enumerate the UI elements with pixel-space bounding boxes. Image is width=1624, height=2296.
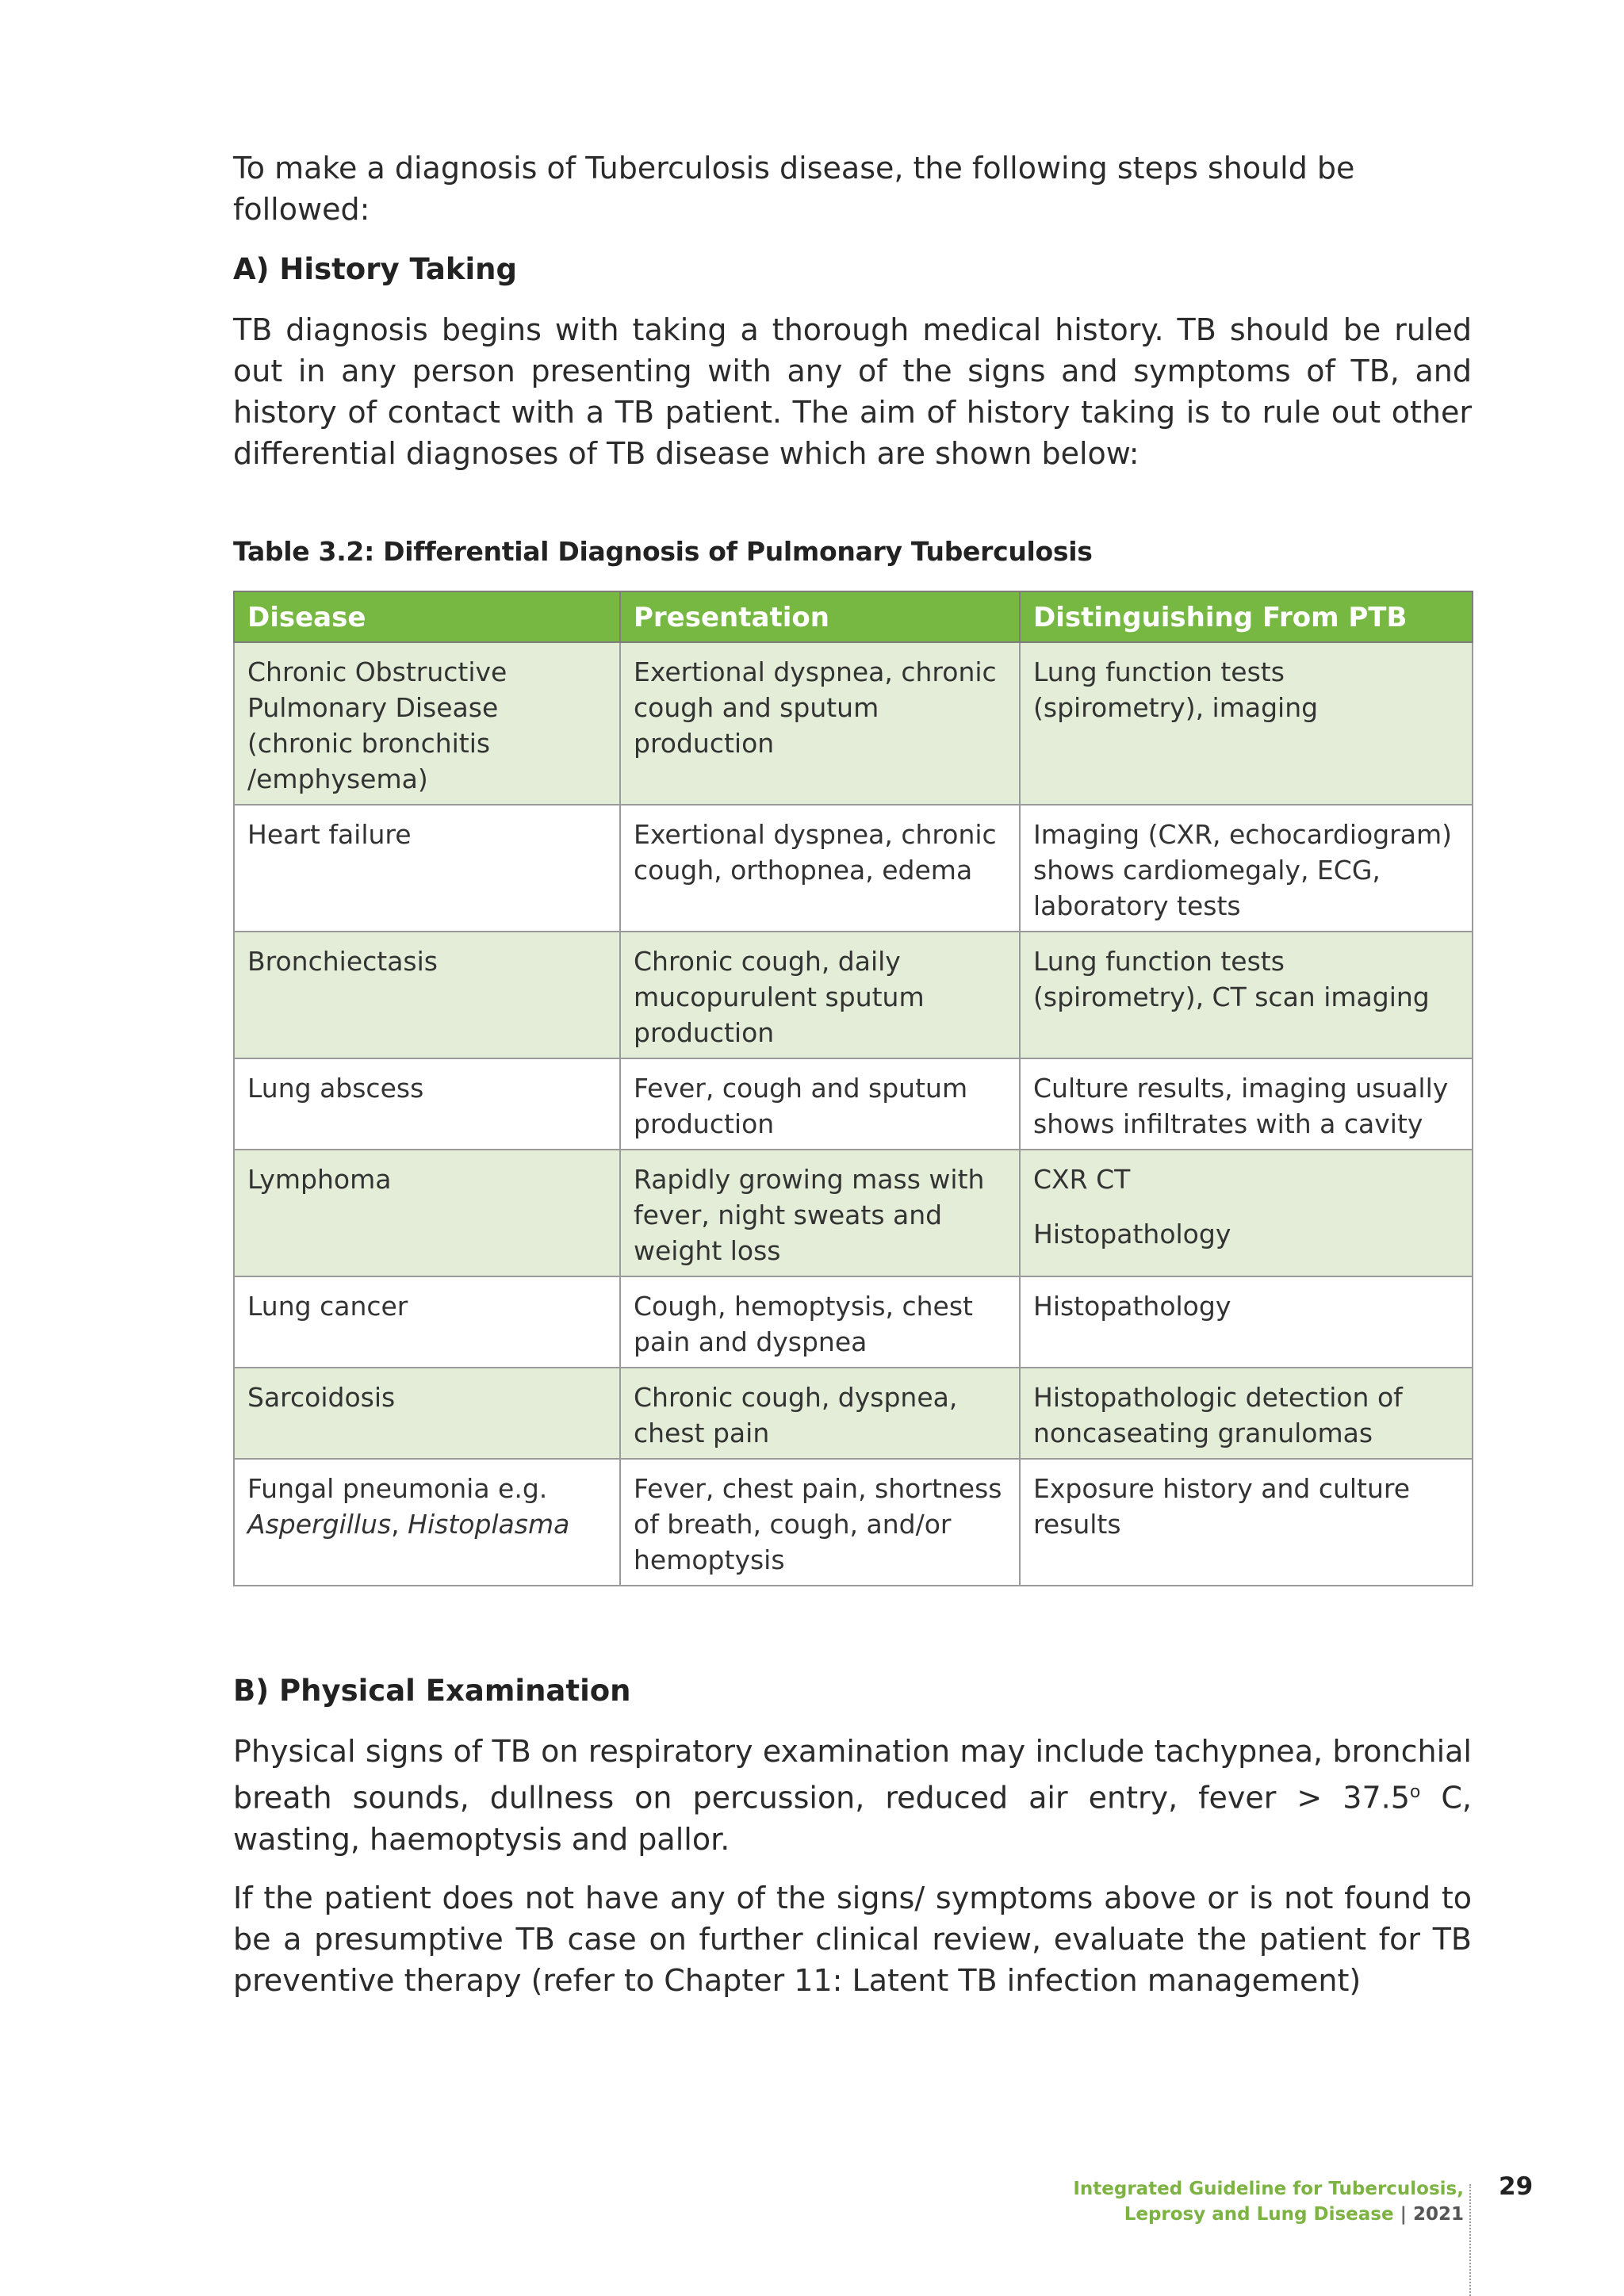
degree-superscript: o <box>1409 1782 1421 1802</box>
cell-disease: Sarcoidosis <box>234 1368 620 1459</box>
page-content <box>233 147 1472 2001</box>
cell-disease: Chronic Obstructive Pulmonary Disease (chronic bronchitis /emphysema) <box>234 642 620 805</box>
intro-text: To make a diagnosis of Tuberculosis disease, the following steps should be followed: <box>233 151 1355 227</box>
cell-presentation: Fever, chest pain, shortness of breath, cough, and/or hemoptysis <box>620 1459 1020 1586</box>
cell-disease: Lymphoma <box>234 1150 620 1276</box>
section-a-heading: A) History Taking <box>233 252 518 286</box>
cell-distinguishing <box>1020 1150 1473 1276</box>
section-b-paragraph-1-text: Physical signs of TB on respiratory examination may include tachypnea, bronchial breath sounds, dullness on percussion, reduced air entry, fever > 37.5 <box>233 1734 1472 1816</box>
cell-disease: Bronchiectasis <box>234 932 620 1058</box>
table-row <box>234 932 1473 1058</box>
footer-line-1: Integrated Guideline for Tuberculosis, <box>1073 2179 1464 2199</box>
cell-presentation: Exertional dyspnea, chronic cough and sputum production <box>620 642 1020 805</box>
table-row <box>234 805 1473 932</box>
cell-disease: Lung cancer <box>234 1276 620 1368</box>
cell-presentation: Fever, cough and sputum production <box>620 1058 1020 1150</box>
footer-separator: | <box>1393 2204 1413 2225</box>
cell-disease: Heart failure <box>234 805 620 932</box>
cell-distinguishing: Histopathologic detection of noncaseating granulomas <box>1020 1368 1473 1459</box>
footer-title <box>1073 2176 1464 2227</box>
header-disease: Disease <box>234 591 620 642</box>
cell-presentation: Chronic cough, daily mucopurulent sputum production <box>620 932 1020 1058</box>
cell-disease: Lung abscess <box>234 1058 620 1150</box>
cell-presentation: Chronic cough, dyspnea, chest pain <box>620 1368 1020 1459</box>
section-b-paragraph-2: If the patient does not have any of the signs/ symptoms above or is not found to be a presumptive TB case on further clinical review, evaluate the patient for TB preventive therapy (refer to Chapter 11: Latent TB infection management) <box>233 1880 1472 1998</box>
table-row <box>234 1459 1473 1586</box>
cell-distinguishing: Exposure history and culture results <box>1020 1459 1473 1586</box>
footer-divider <box>1469 2184 1471 2296</box>
header-distinguishing: Distinguishing From PTB <box>1020 591 1473 642</box>
table-row <box>234 1368 1473 1459</box>
cell-distinguishing: Histopathology <box>1020 1276 1473 1368</box>
cell-distinguishing: Lung function tests (spirometry), imaging <box>1020 642 1473 805</box>
cell-distinguishing-line-2: Histopathology <box>1033 1219 1231 1249</box>
cell-disease-italic-1: Aspergillus <box>247 1509 392 1540</box>
cell-presentation: Cough, hemoptysis, chest pain and dyspnea <box>620 1276 1020 1368</box>
table-row <box>234 1276 1473 1368</box>
cell-distinguishing-line-1: CXR CT <box>1033 1164 1131 1195</box>
cell-disease-text: Fungal pneumonia e.g. <box>247 1473 548 1504</box>
section-b-paragraph-1-end: C, wasting, haemoptysis and pallor. <box>233 1780 1472 1857</box>
table-row <box>234 1150 1473 1276</box>
section-a-paragraph: TB diagnosis begins with taking a thorough medical history. TB should be ruled out in any person presenting with any of the signs and symptoms of TB, and history of contact with a TB patient. The aim of history taking is to rule out other differential diagnoses of TB disease which are shown below: <box>233 312 1472 471</box>
footer-year: 2021 <box>1412 2204 1464 2225</box>
cell-distinguishing: Culture results, imaging usually shows infiltrates with a cavity <box>1020 1058 1473 1150</box>
footer-line-2-text: Leprosy and Lung Disease <box>1124 2204 1394 2225</box>
cell-distinguishing: Lung function tests (spirometry), CT scan imaging <box>1020 932 1473 1058</box>
cell-presentation: Rapidly growing mass with fever, night sweats and weight loss <box>620 1150 1020 1276</box>
table-header-row <box>234 591 1473 642</box>
cell-disease <box>234 1459 620 1586</box>
cell-disease-comma: , <box>391 1509 408 1540</box>
footer-line-2 <box>1073 2202 1464 2227</box>
section-b-heading: B) Physical Examination <box>233 1674 631 1708</box>
table-row <box>234 642 1473 805</box>
cell-distinguishing: Imaging (CXR, echocardiogram) shows cardiomegaly, ECG, laboratory tests <box>1020 805 1473 932</box>
header-presentation: Presentation <box>620 591 1020 642</box>
cell-disease-italic-2: Histoplasma <box>408 1509 570 1540</box>
cell-presentation: Exertional dyspnea, chronic cough, orthopnea, edema <box>620 805 1020 932</box>
differential-diagnosis-table <box>233 591 1473 1586</box>
section-b-paragraph-1 <box>233 1731 1472 1860</box>
table-row <box>234 1058 1473 1150</box>
page-number: 29 <box>1499 2172 1534 2201</box>
table-caption: Table 3.2: Differential Diagnosis of Pulmonary Tuberculosis <box>233 536 1093 567</box>
